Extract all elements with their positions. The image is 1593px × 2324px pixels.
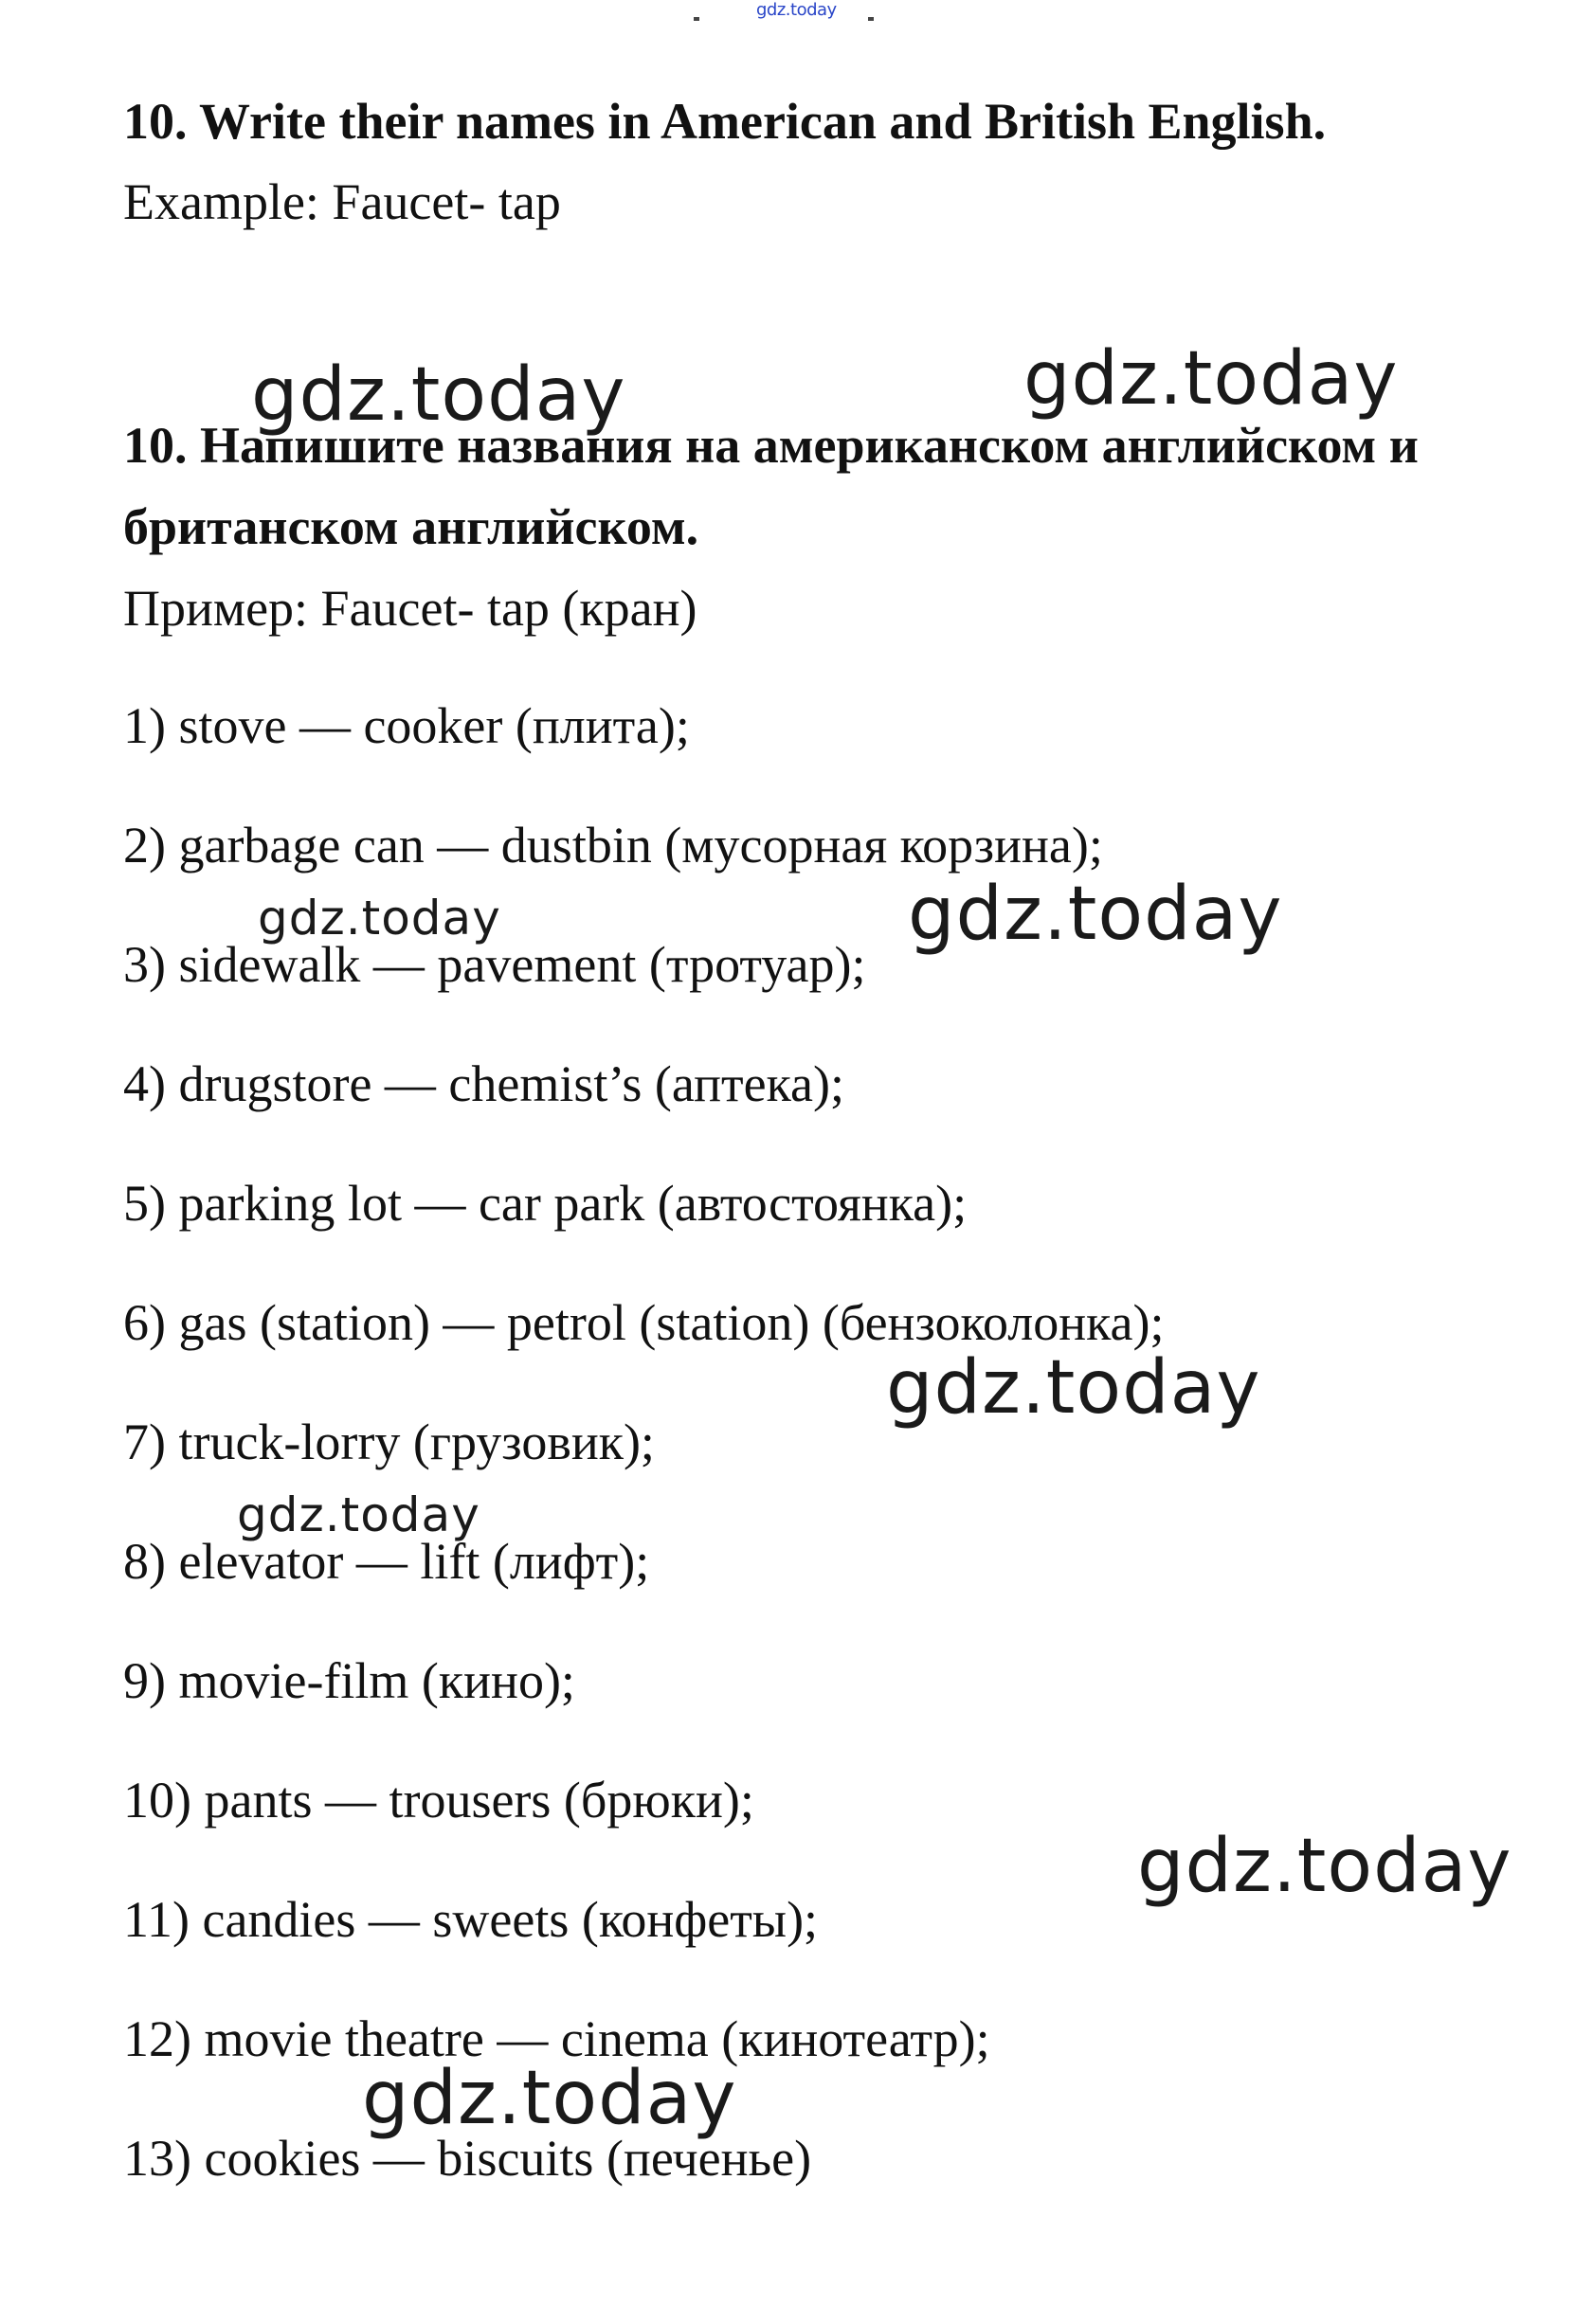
watermark: gdz.today [362, 2056, 737, 2141]
answer-item: 2) garbage can — dustbin (мусорная корзина); [123, 817, 1103, 874]
watermark: gdz.today [886, 1345, 1261, 1431]
watermark: gdz.today [251, 352, 626, 438]
answer-item: 6) gas (station) — petrol (station) (бензоколонка); [123, 1294, 1165, 1351]
answer-item: 5) parking lot — car park (автостоянка); [123, 1175, 968, 1232]
answer-item: 7) truck-lorry (грузовик); [123, 1414, 655, 1470]
header-mark-right [868, 17, 874, 21]
answer-item: 9) movie-film (кино); [123, 1652, 575, 1709]
exercise-example-en: Example: Faucet- tap [123, 173, 561, 230]
answer-item: 8) elevator — lift (лифт); [123, 1533, 650, 1590]
watermark: gdz.today [237, 1487, 480, 1542]
answer-item: 12) movie theatre — cinema (кинотеатр); [123, 2010, 990, 2067]
watermark: gdz.today [908, 872, 1283, 957]
header-watermark [682, 0, 891, 28]
answer-item: 11) candies — sweets (конфеты); [123, 1891, 819, 1948]
exercise-title-en: 10. Write their names in American and British English. [123, 93, 1327, 150]
answer-item: 3) sidewalk — pavement (тротуар); [123, 936, 866, 993]
answer-item: 1) stove — cooker (плита); [123, 697, 690, 754]
exercise-example-ru: Пример: Faucet- tap (кран) [123, 580, 697, 637]
answer-item: 4) drugstore — chemist’s (аптека); [123, 1055, 844, 1112]
header-watermark-text: gdz.today [756, 0, 837, 20]
header-mark-left [694, 17, 699, 21]
watermark: gdz.today [1023, 336, 1399, 422]
watermark: gdz.today [1137, 1824, 1512, 1909]
answer-item: 13) cookies — biscuits (печенье) [123, 2130, 812, 2187]
answer-item: 10) pants — trousers (брюки); [123, 1772, 754, 1829]
exercise-title-ru-line1: 10. Напишите названия на американском английском и [123, 417, 1419, 474]
exercise-title-ru-line2: британском английском. [123, 498, 699, 555]
watermark: gdz.today [258, 891, 501, 946]
